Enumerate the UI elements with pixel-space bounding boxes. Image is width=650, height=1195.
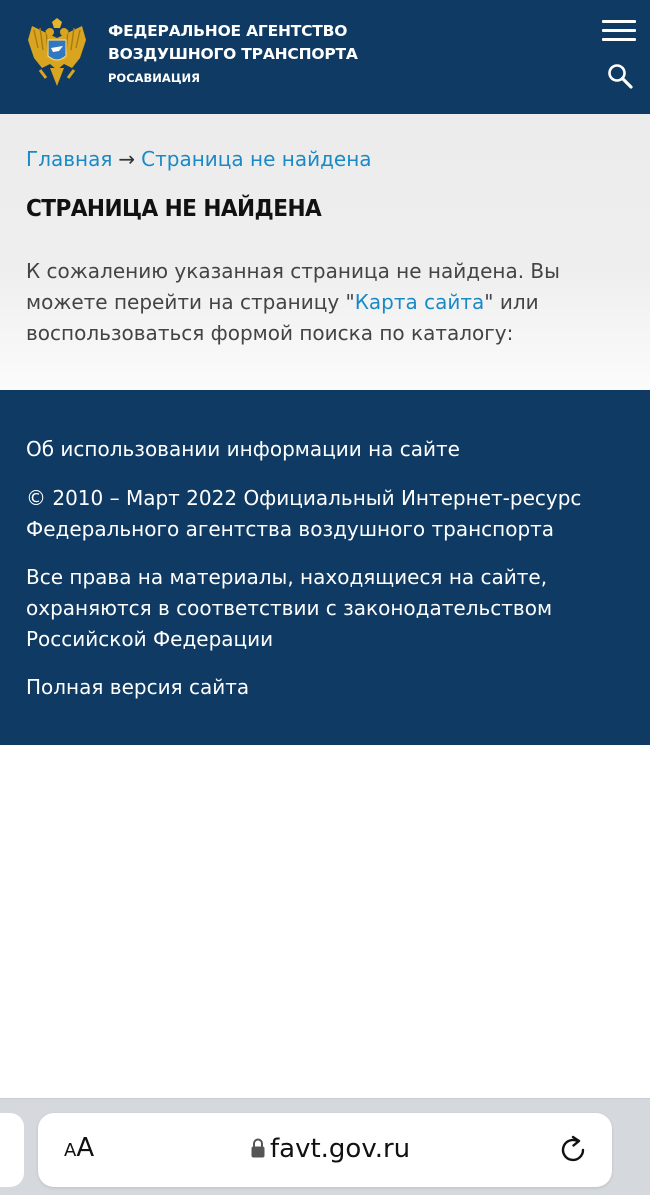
breadcrumb-home-link[interactable]: Главная — [26, 147, 113, 171]
full-version-link[interactable]: Полная версия сайта — [26, 675, 250, 699]
aa-large-glyph: A — [76, 1133, 95, 1163]
main-content — [0, 114, 650, 390]
message-text-before: К сожалению указанная страница не найдена. Вы можете перейти на страницу — [26, 259, 560, 314]
site-footer — [0, 390, 650, 745]
lock-icon — [250, 1137, 266, 1159]
breadcrumb — [26, 146, 372, 172]
address-bar[interactable] — [38, 1113, 612, 1187]
page-title: СТРАНИЦА НЕ НАЙДЕНА — [26, 196, 322, 222]
browser-toolbar — [0, 1098, 650, 1195]
quote-close: " — [484, 290, 494, 314]
menu-icon — [602, 38, 636, 41]
quote-open: " — [345, 290, 355, 314]
agency-name[interactable] — [108, 20, 358, 88]
reader-settings-button[interactable] — [64, 1133, 94, 1167]
menu-button[interactable] — [602, 20, 638, 42]
not-found-message — [26, 256, 636, 349]
breadcrumb-current-link[interactable]: Страница не найдена — [141, 147, 372, 171]
emblem-icon[interactable] — [24, 18, 90, 90]
url-text[interactable]: favt.gov.ru — [270, 1134, 411, 1164]
message-text-after: или воспользоваться формой поиска по каталогу: — [26, 290, 539, 345]
menu-icon — [602, 29, 636, 32]
aa-small-glyph: A — [64, 1140, 77, 1161]
info-usage-link[interactable]: Об использовании информации на сайте — [26, 437, 460, 461]
previous-tab-preview[interactable] — [0, 1113, 24, 1187]
copyright-text: © 2010 – Март 2022 Официальный Интернет-ресурс Федерального агентства воздушного транспорта — [26, 486, 582, 541]
reload-icon[interactable] — [558, 1135, 588, 1165]
agency-short-name: РОСАВИАЦИЯ — [108, 71, 200, 85]
menu-icon — [602, 20, 636, 23]
rights-text: Все права на материалы, находящиеся на сайте, охраняются в соответствии с законодательством Российской Федерации — [26, 565, 553, 651]
sitemap-link[interactable]: Карта сайта — [354, 290, 485, 314]
agency-name-line1: ФЕДЕРАЛЬНОЕ АГЕНТСТВО — [108, 22, 348, 40]
site-header — [0, 0, 650, 114]
agency-name-line2: ВОЗДУШНОГО ТРАНСПОРТА — [108, 45, 358, 63]
search-icon[interactable] — [606, 62, 634, 90]
breadcrumb-separator: → — [118, 147, 136, 171]
